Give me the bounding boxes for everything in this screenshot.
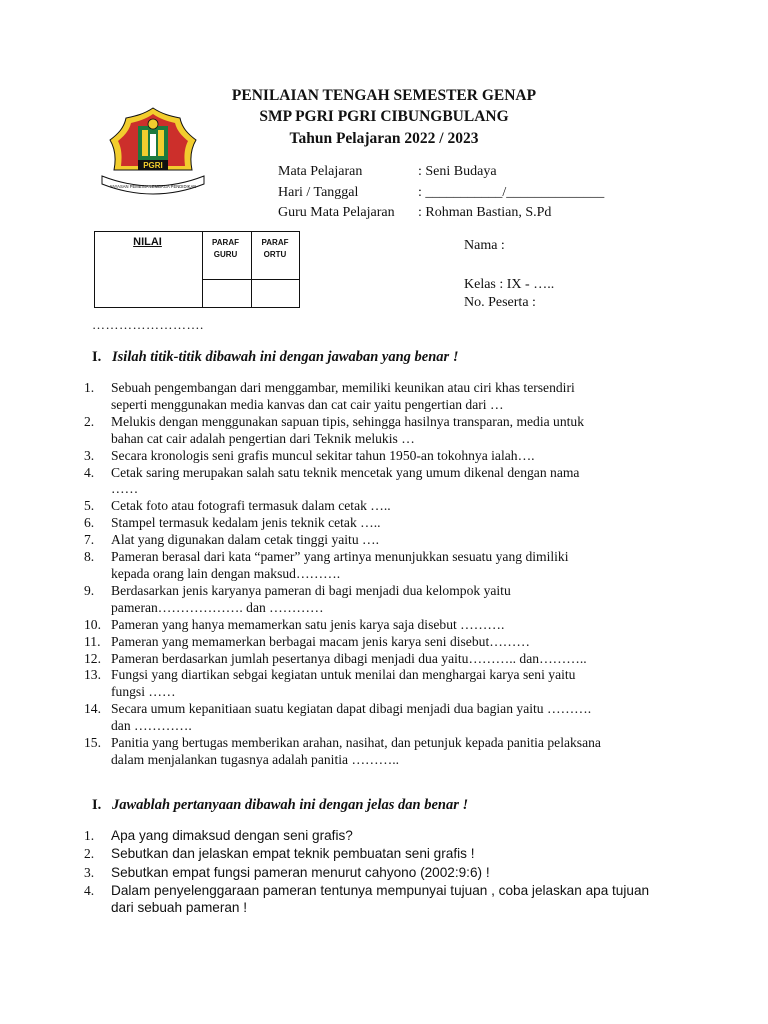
question-number: 4. <box>84 464 95 480</box>
paraf-ortu-line2: ORTU <box>263 250 287 259</box>
question-text: Stampel termasuk kedalam jenis teknik cetak ….. <box>111 515 381 531</box>
question-item <box>0 498 675 515</box>
question-item <box>0 448 675 465</box>
pgri-emblem-icon <box>100 104 206 200</box>
paraf-ortu-line1: PARAF <box>261 238 289 247</box>
question-text-continued: dan …………. <box>111 718 192 734</box>
question-number: 5. <box>84 498 95 514</box>
question-item <box>0 735 675 769</box>
info-row-date <box>278 185 604 201</box>
question-number: 10. <box>84 616 101 632</box>
question-text-continued: dalam menjalankan tugasnya adalah panitia ……….. <box>111 751 400 767</box>
section-title: Isilah titik-titik dibawah ini dengan jawaban yang benar ! <box>112 349 459 365</box>
question-item <box>0 846 711 863</box>
question-item <box>0 617 675 634</box>
student-dots: ……………………. <box>92 317 204 332</box>
question-text: Cetak foto atau fotografi termasuk dalam cetak ….. <box>111 498 391 514</box>
question-item <box>0 828 711 845</box>
question-text: Sebuah pengembangan dari menggambar, memiliki keunikan atau ciri khas tersendiri <box>111 380 575 395</box>
question-number: 2. <box>84 846 95 862</box>
question-number: 1. <box>84 828 95 843</box>
section-1-questions <box>0 380 675 769</box>
question-item <box>0 583 675 617</box>
info-label: Guru Mata Pelajaran <box>278 205 395 220</box>
question-text: Fungsi yang diartikan sebgai kegiatan untuk menilai dan menghargai karya seni yaitu <box>111 667 576 683</box>
question-item <box>0 634 675 651</box>
academic-year: Tahun Pelajaran 2022 / 2023 <box>289 130 479 147</box>
question-item <box>0 865 711 882</box>
paraf-guru-label <box>201 237 250 261</box>
question-text: Pameran yang memamerkan berbagai macam jenis karya seni disebut……… <box>111 633 530 649</box>
question-item <box>0 465 675 499</box>
section-numeral: I. <box>92 797 102 813</box>
question-item <box>0 549 675 583</box>
question-text-continued: …… <box>111 481 139 497</box>
question-text-continued: seperti menggunakan media kanvas dan cat cair yaitu pengertian dari … <box>111 396 504 412</box>
question-text: Panitia yang bertugas memberikan arahan, nasihat, dan petunjuk kepada panitia pelaksana <box>111 735 601 751</box>
question-text-continued: kepada orang lain dengan maksud………. <box>111 565 341 581</box>
info-value: : ___________/______________ <box>418 185 605 200</box>
info-value: : Rohman Bastian, S.Pd <box>418 205 552 220</box>
school-name: SMP PGRI PGRI CIBUNGBULANG <box>259 108 509 125</box>
question-text: Cetak saring merupakan salah satu teknik mencetak yang umum dikenal dengan nama <box>111 464 580 480</box>
question-number: 8. <box>84 549 95 565</box>
section-title: Jawablah pertanyaan dibawah ini dengan jelas dan benar ! <box>112 797 469 813</box>
question-item <box>0 667 675 701</box>
question-text-continued: bahan cat cair adalah pengertian dari Teknik melukis … <box>111 430 415 446</box>
question-item <box>0 414 675 448</box>
pgri-logo <box>100 104 206 200</box>
student-number-field: No. Peserta : <box>464 295 536 310</box>
question-item <box>0 532 675 549</box>
section-2-heading <box>92 797 468 814</box>
question-number: 2. <box>84 413 95 429</box>
question-number: 3. <box>84 447 95 463</box>
question-number: 7. <box>84 532 95 548</box>
question-text: Alat yang digunakan dalam cetak tinggi yaitu …. <box>111 532 380 548</box>
question-text-continued: fungsi …… <box>111 684 176 700</box>
question-text: Secara umum kepanitiaan suatu kegiatan dapat dibagi menjadi dua bagian yaitu ………. <box>111 701 592 717</box>
question-text: Sebutkan dan jelaskan empat teknik pembuatan seni grafis ! <box>111 846 475 862</box>
question-text-continued: pameran………………. dan ………… <box>111 599 324 615</box>
svg-text:PGRI: PGRI <box>143 161 163 170</box>
question-item <box>0 651 675 668</box>
student-class-field: Kelas : IX - ….. <box>464 277 555 292</box>
paraf-ortu-label <box>250 237 300 261</box>
question-text: Sebutkan empat fungsi pameran menurut cahyono (2002:9:6) ! <box>111 864 490 880</box>
question-text: Pameran yang hanya memamerkan satu jenis karya saja disebut ………. <box>111 616 505 632</box>
question-number: 9. <box>84 582 95 598</box>
question-item <box>0 380 675 414</box>
info-label: Mata Pelajaran <box>278 164 363 179</box>
student-name-field: Nama : <box>464 238 505 253</box>
nilai-label: NILAI <box>133 236 162 248</box>
section-2-questions <box>0 828 711 919</box>
section-numeral: I. <box>92 349 102 365</box>
question-number: 4. <box>84 883 95 899</box>
question-text: Melukis dengan menggunakan sapuan tipis, sehingga hasilnya transparan, media untuk <box>111 413 585 429</box>
question-item <box>0 515 675 532</box>
question-number: 3. <box>84 864 95 880</box>
question-text: Dalam penyelenggaraan pameran tentunya mempunyai tujuan , coba jelaskan apa tujuan <box>111 883 650 899</box>
question-text: Apa yang dimaksud dengan seni grafis? <box>111 828 353 843</box>
question-item <box>0 883 711 917</box>
question-number: 11. <box>84 633 101 649</box>
info-row-subject <box>278 164 497 180</box>
question-number: 15. <box>84 735 101 751</box>
question-number: 14. <box>84 701 101 717</box>
exam-title: PENILAIAN TENGAH SEMESTER GENAP <box>231 87 537 104</box>
info-label: Hari / Tanggal <box>278 185 359 200</box>
question-text: Pameran berasal dari kata “pamer” yang artinya menunjukkan sesuatu yang dimiliki <box>111 549 569 565</box>
question-number: 6. <box>84 515 95 531</box>
info-row-teacher <box>278 205 551 221</box>
question-text: Secara kronologis seni grafis muncul sekitar tahun 1950-an tokohnya ialah…. <box>111 447 535 463</box>
info-value: : Seni Budaya <box>418 164 497 179</box>
svg-text:YAYASAN PEMBINA LEMBAGA PENDID: YAYASAN PEMBINA LEMBAGA PENDIDIKAN <box>109 184 197 189</box>
question-number: 13. <box>84 667 101 683</box>
question-text-continued: dari sebuah pameran ! <box>111 900 248 916</box>
question-number: 1. <box>84 380 95 395</box>
paraf-guru-line1: PARAF <box>212 238 239 247</box>
question-text: Berdasarkan jenis karyanya pameran di bagi menjadi dua kelompok yaitu <box>111 582 511 598</box>
question-item <box>0 701 675 735</box>
paraf-guru-line2: GURU <box>213 250 238 259</box>
section-1-heading <box>92 349 458 366</box>
question-text: Pameran berdasarkan jumlah pesertanya dibagi menjadi dua yaitu……….. dan……….. <box>111 650 587 666</box>
question-number: 12. <box>84 650 101 666</box>
